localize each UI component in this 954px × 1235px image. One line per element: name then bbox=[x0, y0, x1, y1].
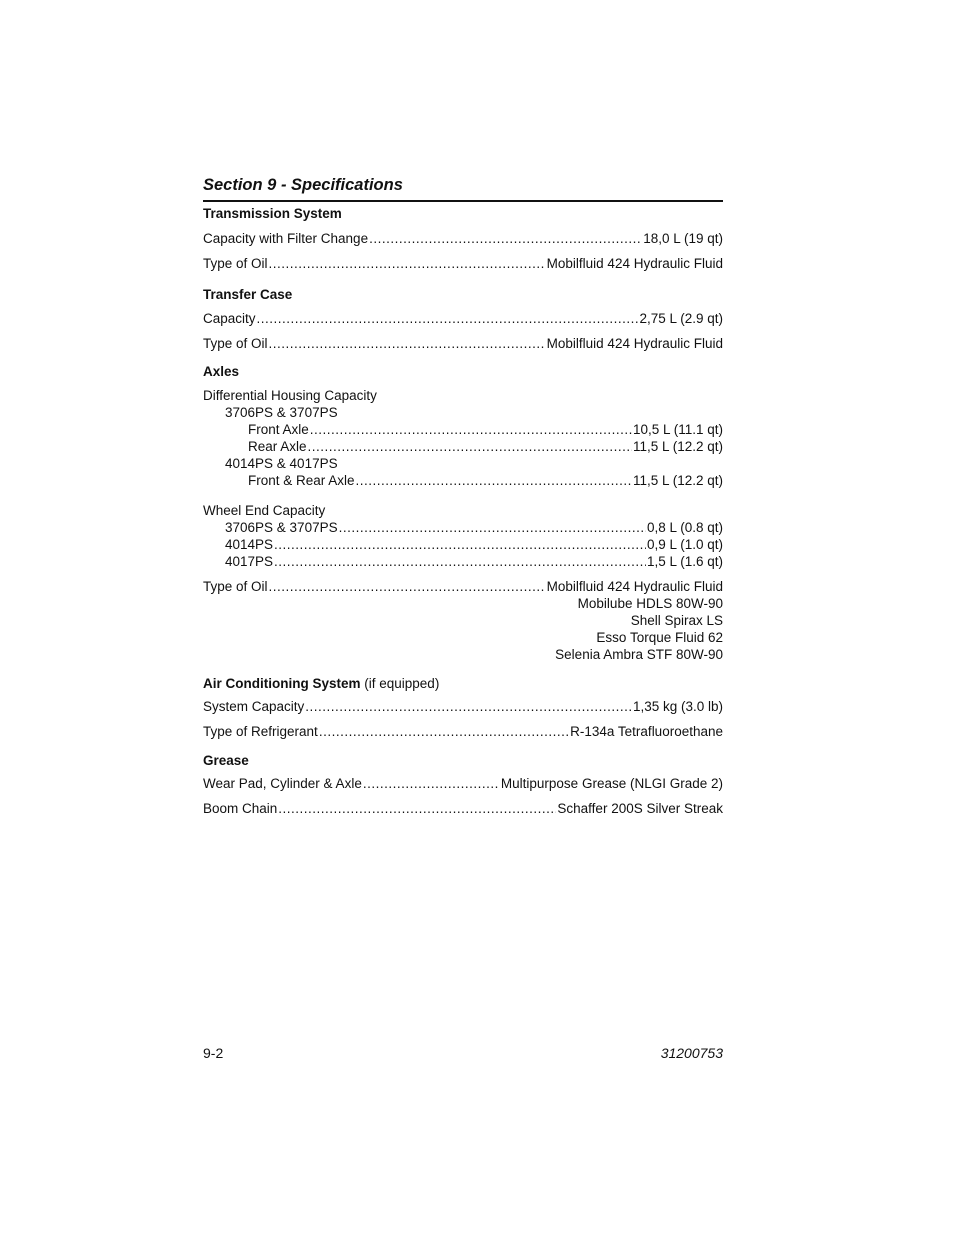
spec-value: 1,35 kg (3.0 lb) bbox=[632, 699, 723, 714]
spec-row bbox=[203, 553, 723, 570]
section-title: Section 9 - Specifications bbox=[203, 176, 403, 194]
spec-value: 2,75 L (2.9 qt) bbox=[639, 311, 723, 326]
model-group-label: 3706PS & 3707PS bbox=[225, 405, 338, 420]
spec-label: Type of Oil bbox=[203, 579, 268, 594]
spec-value: 0,8 L (0.8 qt) bbox=[646, 520, 723, 535]
spec-label: Rear Axle bbox=[248, 439, 307, 454]
spec-value: 0,9 L (1.0 qt) bbox=[646, 537, 723, 552]
spec-row bbox=[203, 310, 723, 327]
leader-dots bbox=[278, 800, 556, 817]
spec-value: R-134a Tetrafluoroethane bbox=[570, 724, 723, 739]
spec-label: 4017PS bbox=[225, 554, 274, 569]
leader-dots bbox=[269, 255, 546, 272]
spec-value-alt: Mobilube HDLS 80W-90 bbox=[577, 596, 723, 611]
heading-text: Air Conditioning System bbox=[203, 676, 361, 691]
spec-label: Type of Oil bbox=[203, 256, 268, 271]
grease-heading: Grease bbox=[203, 753, 249, 768]
spec-label: System Capacity bbox=[203, 699, 305, 714]
spec-value: Mobilfluid 424 Hydraulic Fluid bbox=[546, 256, 723, 271]
leader-dots bbox=[257, 310, 639, 327]
spec-group-label: Differential Housing Capacity bbox=[203, 388, 377, 403]
spec-row bbox=[203, 698, 723, 715]
spec-label: Wear Pad, Cylinder & Axle bbox=[203, 776, 362, 791]
leader-dots bbox=[274, 553, 646, 570]
spec-label: Front Axle bbox=[248, 422, 309, 437]
spec-value-alt: Selenia Ambra STF 80W-90 bbox=[555, 647, 723, 662]
spec-label: Capacity bbox=[203, 311, 256, 326]
spec-row bbox=[203, 438, 723, 455]
spec-row bbox=[203, 255, 723, 272]
spec-value: 1,5 L (1.6 qt) bbox=[646, 554, 723, 569]
spec-value: 18,0 L (19 qt) bbox=[643, 231, 723, 246]
spec-row bbox=[203, 800, 723, 817]
leader-dots bbox=[305, 698, 632, 715]
spec-value-alt: Esso Torque Fluid 62 bbox=[596, 630, 723, 645]
title-rule bbox=[203, 200, 723, 202]
spec-label: Type of Oil bbox=[203, 336, 268, 351]
spec-row bbox=[203, 723, 723, 740]
spec-row bbox=[203, 335, 723, 352]
spec-content bbox=[203, 205, 723, 817]
spec-row bbox=[203, 578, 723, 595]
spec-row bbox=[203, 519, 723, 536]
transmission-heading: Transmission System bbox=[203, 206, 342, 221]
spec-group-label: Wheel End Capacity bbox=[203, 503, 326, 518]
document-number: 31200753 bbox=[660, 1045, 723, 1061]
leader-dots bbox=[274, 536, 646, 553]
leader-dots bbox=[308, 438, 632, 455]
spec-value-alt: Shell Spirax LS bbox=[630, 613, 723, 628]
leader-dots bbox=[356, 472, 632, 489]
axles-heading: Axles bbox=[203, 364, 240, 379]
spec-row bbox=[203, 536, 723, 553]
leader-dots bbox=[369, 230, 642, 247]
spec-label: Type of Refrigerant bbox=[203, 724, 318, 739]
manual-page bbox=[203, 0, 723, 1235]
leader-dots bbox=[269, 578, 546, 595]
spec-label: 3706PS & 3707PS bbox=[225, 520, 338, 535]
spec-label: Front & Rear Axle bbox=[248, 473, 355, 488]
model-group-label: 4014PS & 4017PS bbox=[225, 456, 338, 471]
spec-value: 11,5 L (12.2 qt) bbox=[632, 473, 723, 488]
spec-label: Boom Chain bbox=[203, 801, 278, 816]
spec-row bbox=[203, 472, 723, 489]
spec-value: 10,5 L (11.1 qt) bbox=[632, 422, 723, 437]
leader-dots bbox=[363, 775, 500, 792]
spec-value: Multipurpose Grease (NLGI Grade 2) bbox=[500, 776, 723, 791]
leader-dots bbox=[339, 519, 646, 536]
spec-row bbox=[203, 775, 723, 792]
page-number: 9-2 bbox=[203, 1045, 224, 1061]
leader-dots bbox=[310, 421, 632, 438]
leader-dots bbox=[319, 723, 569, 740]
spec-value: Mobilfluid 424 Hydraulic Fluid bbox=[546, 336, 723, 351]
heading-note: (if equipped) bbox=[360, 676, 440, 691]
spec-value: Schaffer 200S Silver Streak bbox=[557, 801, 723, 816]
leader-dots bbox=[269, 335, 546, 352]
spec-row bbox=[203, 421, 723, 438]
spec-label: Capacity with Filter Change bbox=[203, 231, 369, 246]
spec-value: 11,5 L (12.2 qt) bbox=[632, 439, 723, 454]
spec-label: 4014PS bbox=[225, 537, 274, 552]
spec-row bbox=[203, 230, 723, 247]
air-conditioning-heading bbox=[203, 675, 723, 693]
transfer-case-heading: Transfer Case bbox=[203, 287, 293, 302]
spec-value: Mobilfluid 424 Hydraulic Fluid bbox=[546, 579, 723, 594]
